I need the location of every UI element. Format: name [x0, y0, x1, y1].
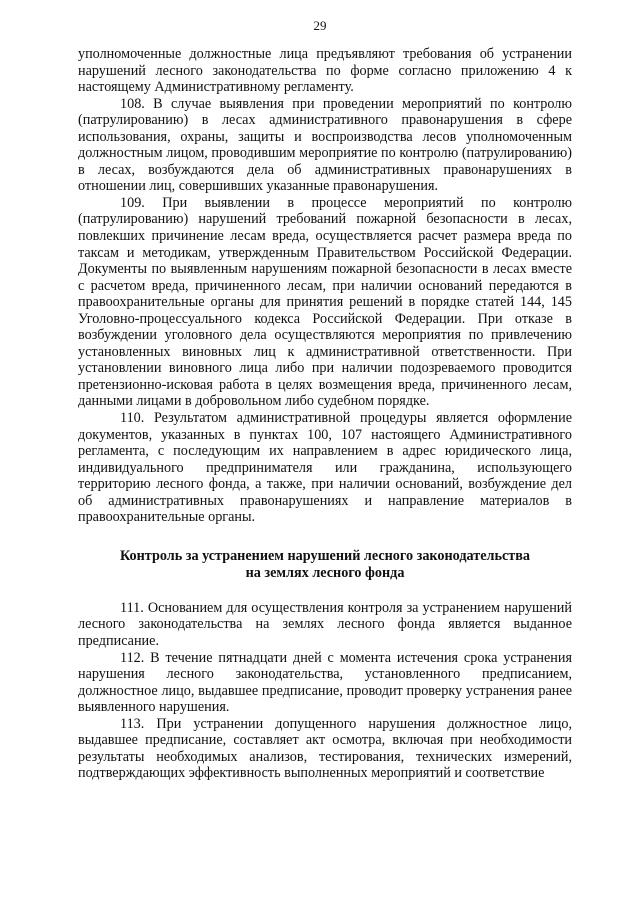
section-heading-line-2: на землях лесного фонда — [245, 564, 405, 581]
paragraph-112: 112. В течение пятнадцати дней с момента истечения срока устранения нарушения лесного законодательства, установленного предписанием, должностное лицо, выдавшее предписание, проводит проверку устранения ранее выявленного нарушения. — [78, 649, 572, 716]
paragraph-113: 113. При устранении допущенного нарушения должностное лицо, выдавшее предписание, составляет акт осмотра, включая при необходимости результаты необходимых анализов, тестирования, технических измерений, подтверждающих эффективность выполненных мероприятий и соответствие — [78, 715, 572, 782]
page-number: 29 — [313, 18, 327, 33]
paragraph-continuation: уполномоченные должностные лица предъявляют требования об устранении нарушений лесного законодательства по форме согласно приложению 4 к настоящему Административному регламенту. — [78, 46, 572, 96]
paragraph-111: 111. Основанием для осуществления контроля за устранением нарушений лесного законодательства на землях лесного фонда является выданное предписание. — [78, 599, 572, 649]
paragraph-109: 109. При выявлении в процессе мероприятий по контролю (патрулированию) нарушений требований пожарной безопасности в лесах, повлекших причинение лесам вреда, осуществляется расчет размера вреда по таксам и методикам, утвержденным Правительством Российской Федерации. Документы по выявленным нарушениям пожарной безопасности в лесах вместе с расчетом вреда, причиненного лесам, при наличии оснований передаются в правоохранительные органы для принятия решений в порядке статей 144, 145 Уголовно-процессуального кодекса Российской Федерации. При отказе в возбуждении уголовного дела осуществляются мероприятия по привлечению установленных виновных лиц к административной ответственности. При установлении виновного лица либо при наличии подозреваемого проводится претензионно-исковая работа в целях возмещения вреда, причиненного лесам, данными лицами в добровольном либо судебном порядке. — [78, 194, 572, 410]
document-body — [78, 46, 572, 782]
section-heading-line-1: Контроль за устранением нарушений лесного законодательства — [119, 547, 531, 564]
section-heading — [78, 548, 572, 582]
paragraph-108: 108. В случае выявления при проведении мероприятий по контролю (патрулированию) в лесах административного правонарушения в сфере использования, охраны, защиты и воспроизводства лесов уполномоченным должностным лицом, проводившим мероприятие по контролю (патрулированию) в лесах, возбуждаются дела об административных правонарушениях в отношении лиц, совершивших указанные правонарушения. — [78, 95, 572, 195]
paragraph-110: 110. Результатом административной процедуры является оформление документов, указанных в пунктах 100, 107 настоящего Административного регламента, с последующим их направлением в адрес юридического лица, индивидуального предпринимателя или гражданина, использующего территорию лесного фонда, а также, при наличии оснований, возбуждение дел об административных правонарушениях и направление материалов в правоохранительные органы. — [78, 410, 572, 526]
